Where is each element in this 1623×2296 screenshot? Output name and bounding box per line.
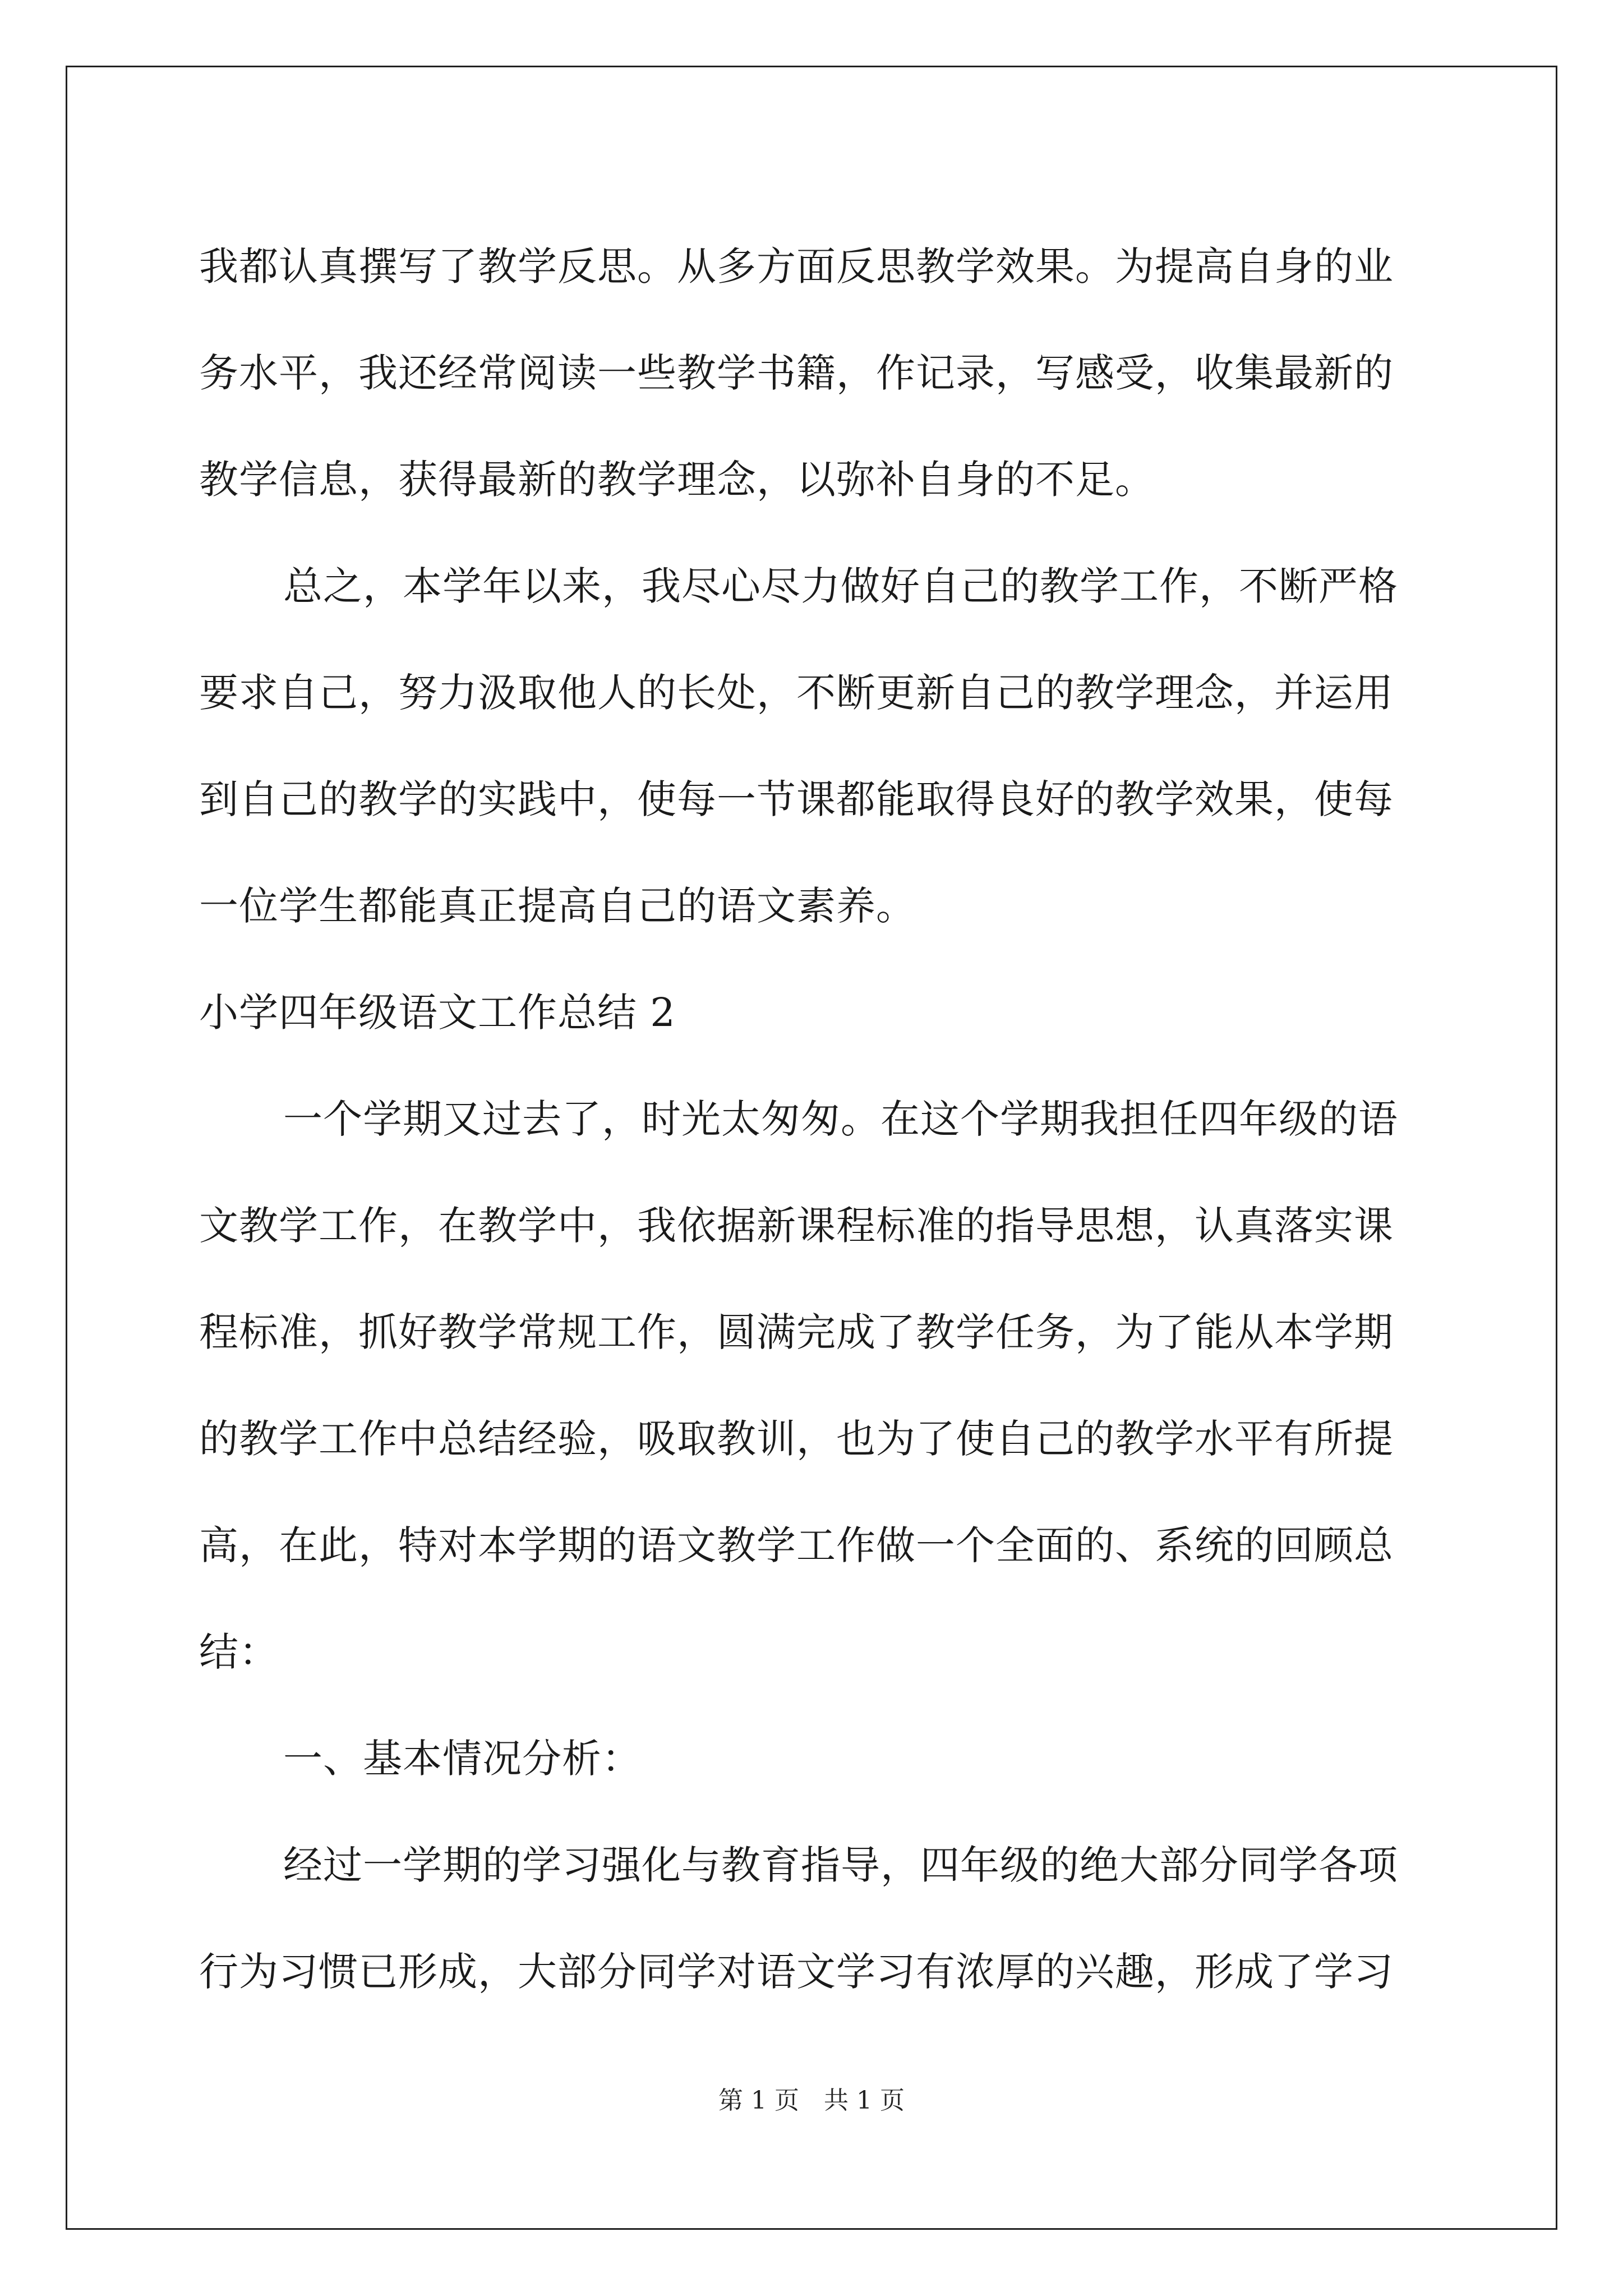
text-line: 一个学期又过去了，时光太匆匆。在这个学期我担任四年级的语 bbox=[283, 1096, 1398, 1142]
text-line: 到自己的教学的实践中，使每一节课都能取得良好的教学效果，使每 bbox=[199, 776, 1394, 822]
text-line: 行为习惯已形成，大部分同学对语文学习有浓厚的兴趣，形成了学习 bbox=[199, 1949, 1394, 1995]
text-line: 结： bbox=[199, 1629, 279, 1675]
text-line: 高，在此，特对本学期的语文教学工作做一个全面的、系统的回顾总 bbox=[199, 1522, 1394, 1568]
text-line: 文教学工作，在教学中，我依据新课程标准的指导思想，认真落实课 bbox=[199, 1203, 1394, 1249]
text-line: 的教学工作中总结经验，吸取教训，也为了使自己的教学水平有所提 bbox=[199, 1416, 1394, 1462]
text-line: 程标准，抓好教学常规工作，圆满完成了教学任务，为了能从本学期 bbox=[199, 1309, 1394, 1355]
subsection-heading: 一、基本情况分析： bbox=[283, 1736, 642, 1782]
text-line: 经过一学期的学习强化与教育指导，四年级的绝大部分同学各项 bbox=[283, 1842, 1398, 1888]
section-heading: 小学四年级语文工作总结 2 bbox=[199, 990, 676, 1036]
text-line: 一位学生都能真正提高自己的语文素养。 bbox=[199, 883, 916, 929]
document-body bbox=[199, 213, 1427, 2025]
text-line: 总之，本学年以来，我尽心尽力做好自己的教学工作，不断严格 bbox=[283, 563, 1398, 609]
text-line: 要求自己，努力汲取他人的长处，不断更新自己的教学理念，并运用 bbox=[199, 670, 1394, 716]
page-footer: 第 1 页 共 1 页 bbox=[718, 2086, 905, 2115]
text-line: 务水平，我还经常阅读一些教学书籍，作记录，写感受，收集最新的 bbox=[199, 350, 1394, 396]
text-line: 教学信息，获得最新的教学理念，以弥补自身的不足。 bbox=[199, 457, 1155, 503]
text-line: 我都认真撰写了教学反思。从多方面反思教学效果。为提高自身的业 bbox=[199, 243, 1394, 289]
